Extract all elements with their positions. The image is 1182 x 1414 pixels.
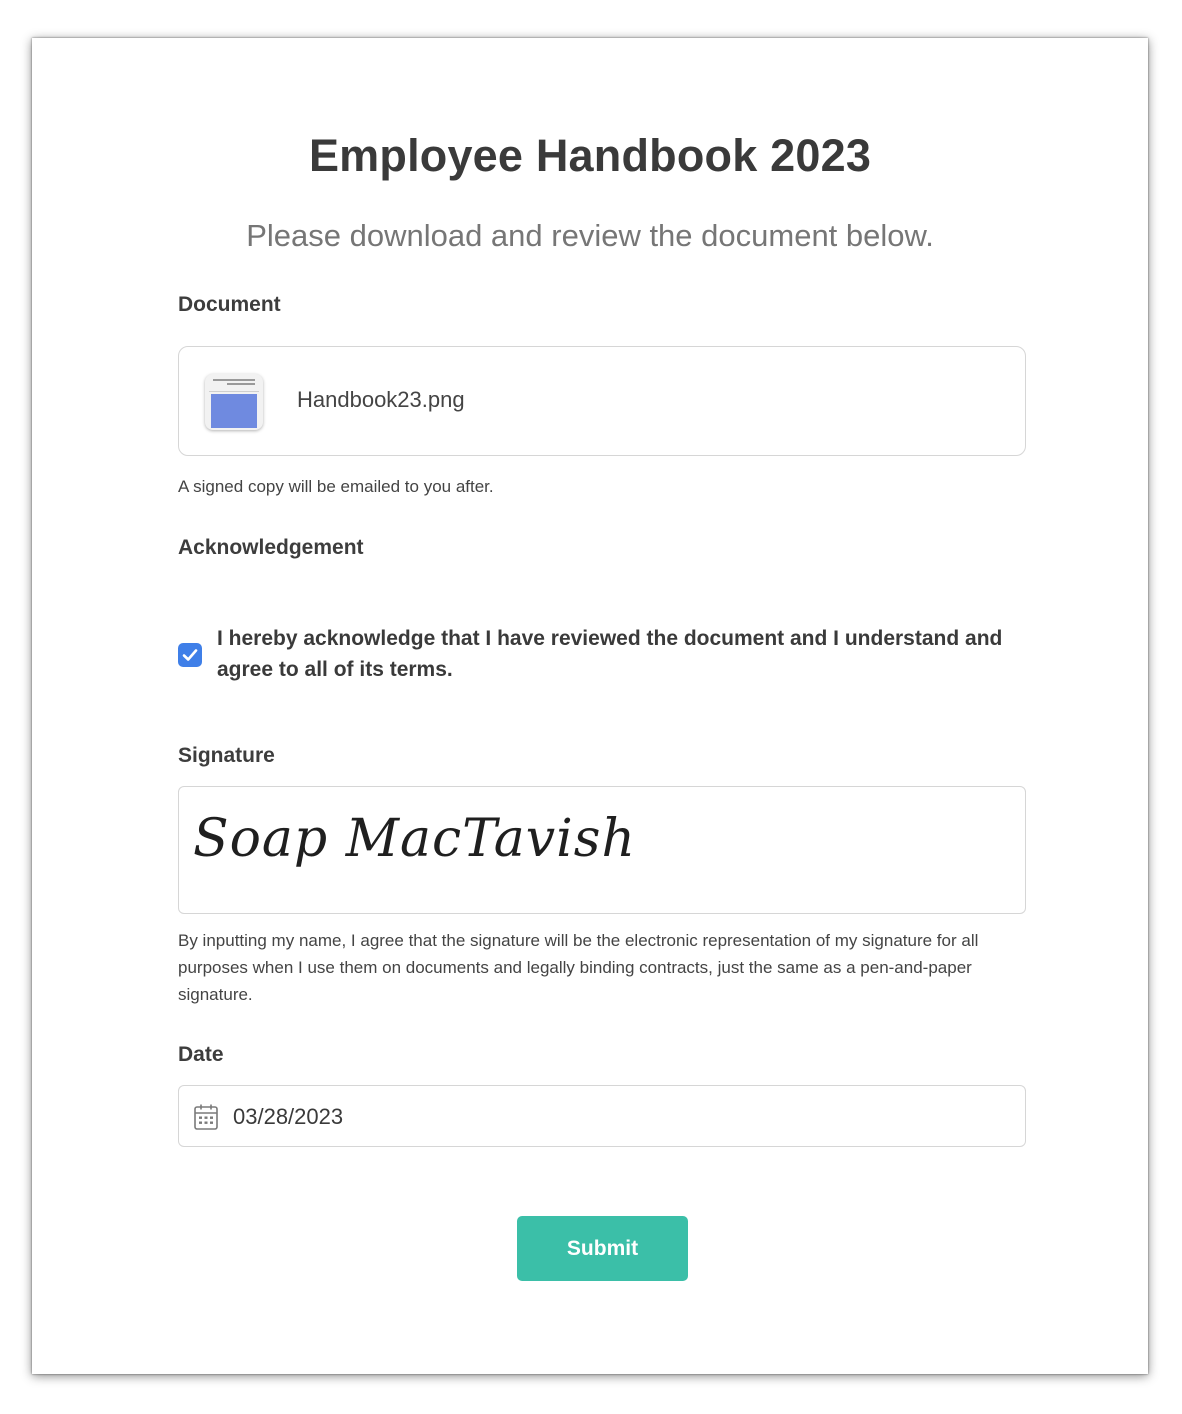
document-thumbnail-icon[interactable] [205,374,263,430]
document-file-name[interactable]: Handbook23.png [297,387,465,412]
signature-field[interactable] [178,786,1026,914]
document-label: Document [178,293,281,316]
date-field[interactable] [178,1085,1026,1147]
date-label: Date [178,1043,224,1066]
date-value[interactable]: 03/28/2023 [233,1104,344,1129]
calendar-icon[interactable] [193,1103,219,1131]
signature-value: Soap MacTavish [193,809,636,869]
submit-button[interactable]: Submit [517,1216,688,1281]
signature-legal-text: By inputting my name, I agree that the signature will be the electronic representation of my signature for all purposes when I use them on documents and legally binding contracts, just the same as a pen-and-paper signature. [178,931,979,1004]
form-card [32,38,1148,1374]
signature-label: Signature [178,744,275,767]
acknowledgement-checkbox[interactable] [178,643,202,667]
acknowledgement-text[interactable]: I hereby acknowledge that I have reviewed the document and I understand and agree to all of its terms. [217,627,1003,681]
acknowledgement-label: Acknowledgement [178,536,364,559]
document-help-text: A signed copy will be emailed to you after. [178,477,494,496]
checkmark-icon [181,646,199,664]
page-subtitle: Please download and review the document below. [246,218,934,253]
page-title: Employee Handbook 2023 [308,130,872,181]
document-file-box[interactable] [178,346,1026,456]
